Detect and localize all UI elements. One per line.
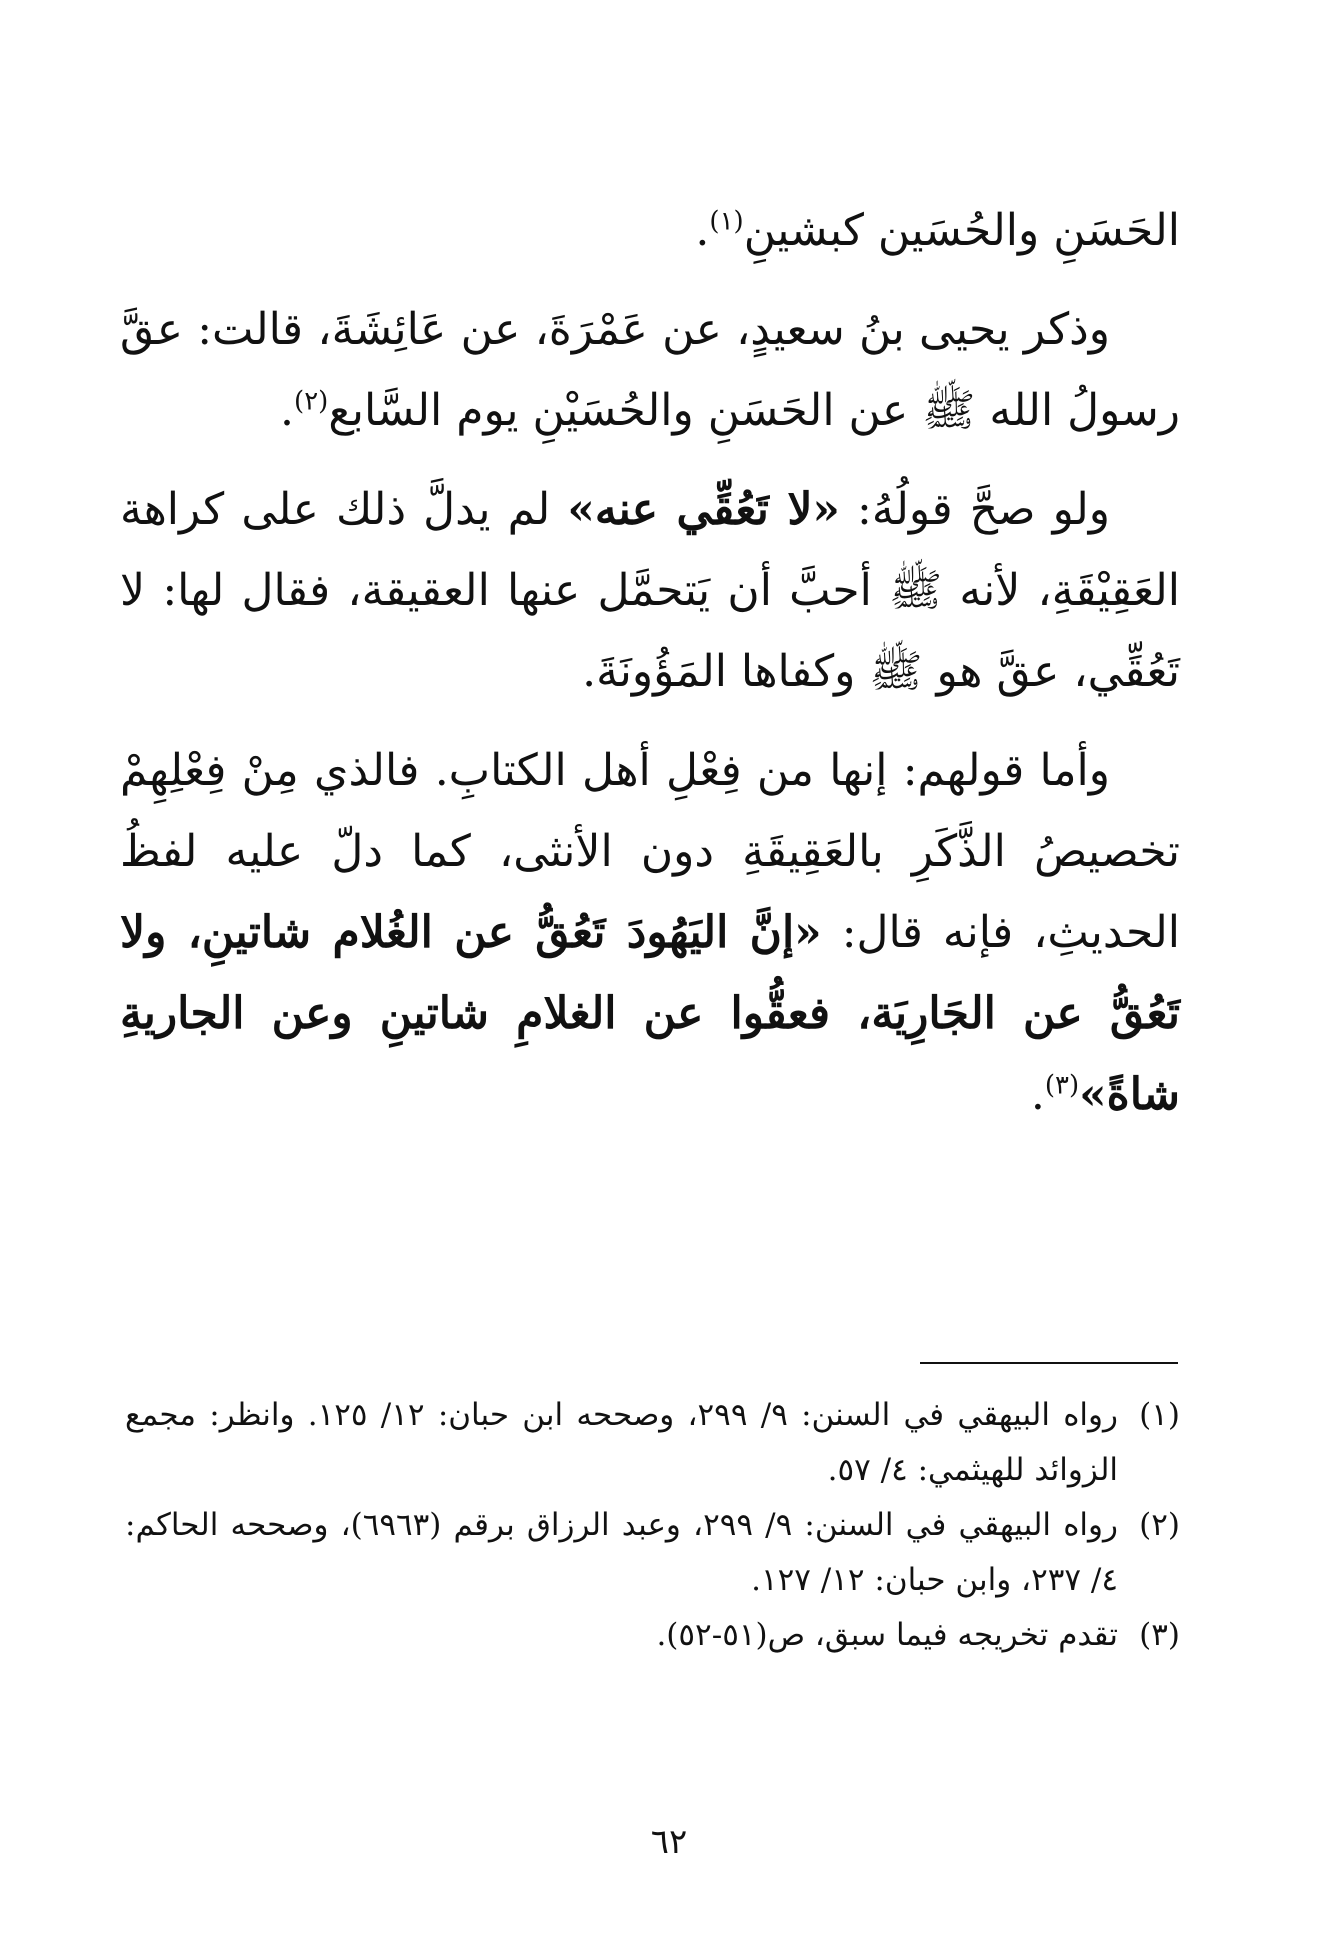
footnote-3-text: تقدم تخريجه فيما سبق، ص(٥١-٥٢). bbox=[656, 1617, 1118, 1653]
footnote-2-text: رواه البيهقي في السنن: ٩/ ٢٩٩، وعبد الرزاق برقم (٦٩٦٣)، وصححه الحاكم: ٤/ ٢٣٧، وابن حبان: ١٢/ ١٢٧. bbox=[125, 1507, 1118, 1598]
main-text bbox=[120, 190, 1180, 1153]
footnote-3 bbox=[125, 1608, 1180, 1663]
footnote-divider bbox=[920, 1362, 1178, 1364]
paragraph-1-end: . bbox=[695, 205, 710, 256]
paragraph-4-before: وأما قولهم: إنها من فِعْلِ أهل الكتابِ. فالذي مِنْ فِعْلِهِمْ تخصيصُ الذَّكَرِ بالعَقِيقَةِ دون الأنثى، كما دلّ عليه لفظُ الحديثِ، فإنه قال: bbox=[120, 745, 1180, 958]
footnote-2 bbox=[125, 1498, 1180, 1608]
footnote-1 bbox=[125, 1388, 1180, 1498]
footnote-ref-3: (٣) bbox=[1044, 1070, 1080, 1101]
footnote-ref-2: (٢) bbox=[294, 386, 329, 417]
footnote-1-number: (١) bbox=[1139, 1397, 1180, 1433]
paragraph-2-text: وذكر يحيى بنُ سعيدٍ، عن عَمْرَةَ، عن عَائِشَةَ، قالت: عقَّ رسولُ الله ﷺ عن الحَسَنِ والحُسَيْنِ يوم السَّابع bbox=[120, 304, 1180, 436]
paragraph-3 bbox=[120, 469, 1180, 712]
paragraph-2 bbox=[120, 289, 1180, 451]
footnotes bbox=[125, 1388, 1180, 1663]
page-number: ٦٢ bbox=[650, 1822, 688, 1862]
footnote-1-text: رواه البيهقي في السنن: ٩/ ٢٩٩، وصححه ابن حبان: ١٢/ ١٢٥. وانظر: مجمع الزوائد للهيثمي: ٤/ ٥٧. bbox=[125, 1397, 1118, 1488]
footnote-ref-1: (١) bbox=[709, 206, 744, 237]
hadith-quote-1: «لا تَعُقِّي عنه» bbox=[567, 484, 840, 535]
paragraph-3-before: ولو صحَّ قولُهُ: bbox=[839, 484, 1110, 535]
paragraph-1 bbox=[120, 190, 1180, 271]
footnote-3-number: (٣) bbox=[1139, 1617, 1180, 1653]
paragraph-4-end: . bbox=[1030, 1069, 1045, 1120]
paragraph-2-end: . bbox=[280, 385, 295, 436]
paragraph-3-after: لم يدلَّ ذلك على كراهة العَقِيْقَةِ، لأنه ﷺ أحبَّ أن يَتحمَّل عنها العقيقة، فقال لها: لا تَعُقِّي، عقَّ هو ﷺ وكفاها المَؤُونَةَ. bbox=[120, 484, 1180, 697]
hadith-quote-2: «إنَّ اليَهُودَ تَعُقُّ عن الغُلام شاتينِ، ولا تَعُقُّ عن الجَارِيَة، فعقُّوا عن الغلامِ شاتينِ وعن الجاريةِ شاةً» bbox=[120, 907, 1180, 1120]
footnote-2-number: (٢) bbox=[1139, 1507, 1180, 1543]
paragraph-1-text: الحَسَنِ والحُسَين كبشينِ bbox=[743, 205, 1180, 256]
paragraph-4 bbox=[120, 730, 1180, 1135]
